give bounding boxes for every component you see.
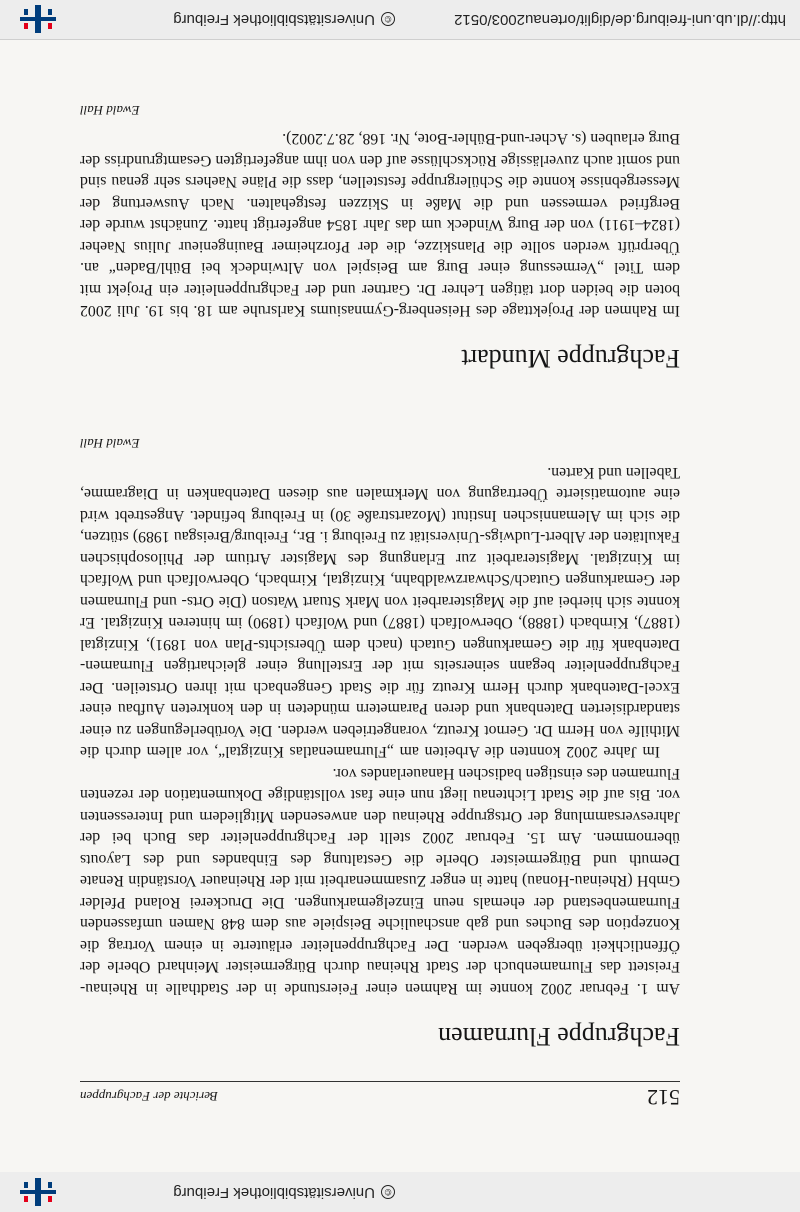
paragraph: Im Rahmen der Projekttage des Heisenberg-Gymnasiums Karlsruhe am 18. bis 19. Juli 2002 boten die beiden dort tätigen Lehrer Dr. Gartner und der Fachgruppenleiter ein Projekt mit dem Titel „Vermessung einer Burg am Beispiel von Altwindeck bei Bühl/Baden“ an. Überprüft werden sollte die Planskizze, die der Pforzheimer Bauingenieur Julius Naeher (1824–1911) von der Burg Windeck um das Jahr 1854 angefertigt hatte. Zunächst wurde der Bergfried vermessen und die Maße in Skizzen festgehalten. Nach Auswertung der Messergebnisse konnte die Schülergruppe feststellen, dass die Pläne Naehers sehr genau sind und somit auch zuverlässige Rückschlüsse auf den von ihm angefertigten Gesamtgrundriss der Burg erlauben (s. Acher-und-Bühler-Bote, Nr. 168, 28.7.2002). <box>80 130 680 320</box>
page-header <box>80 1081 680 1112</box>
paragraph: Am 1. Februar 2002 konnte im Rahmen einer Feierstunde in der Stadthalle in Rheinau-Freistett das Flurnamenbuch der Stadt Rheinau durch Bürgermeister Meinhard Oberle der Öffentlichkeit übergeben werden. Der Fachgruppenleiter erläuterte in einem Vortrag die Konzeption des Buches und gab anschauliche Beispiele aus dem 848 Namen umfassenden Flurnamenbestand der ehemals neun Einzelgemarkungen. Die Druckerei Roland Pfelder GmbH (Rheinau-Honau) hatte in enger Zusammenarbeit mit der Rheinauer Vorständin Renate Demuth und Bürgermeister Oberle die Gestaltung des Einbandes und des Layouts übernommen. Am 15. Februar 2002 stellt der Fachgruppenleiter das Buch bei der Jahresversammlung der Ortsgruppe Rheinau den anwesenden Mitgliedern und Interessenten vor. Bis auf die Stadt Lichtenau liegt nun eine fast vollständige Dokumentation der rezenten Flurnamen des einstigen badischen Hanauerlandes vor. <box>80 765 680 997</box>
library-name: Universitätsbibliothek Freiburg <box>173 1184 375 1201</box>
author-signature: Ewald Hall <box>80 103 140 118</box>
viewer-header-bar <box>0 1171 800 1212</box>
copyright-icon: © <box>381 12 395 26</box>
page-content <box>80 76 680 1112</box>
author-signature: Ewald Hall <box>80 436 140 452</box>
section-heading-flurnamen: Fachgruppe Flurnamen <box>438 1022 680 1051</box>
section-heading-mundart: Fachgruppe Mundart <box>461 344 680 374</box>
library-credit <box>173 1184 395 1201</box>
library-name: Universitätsbibliothek Freiburg <box>173 11 375 28</box>
paragraph: Im Jahre 2002 konnten die Arbeiten am „Flurnamenatlas Kinzigtal“, vor allem durch die Mithilfe von Herrn Dr. Gernot Kreutz, vorangetrieben werden. Die Vorüberlegungen zu einer standardisierten Datenbank und deren Parametern mündeten in den konkreten Aufbau einer Excel-Datenbank durch Herrn Kreutz für die Stadt Gengenbach mit ihren Ortsteilen. Der Fachgruppenleiter begann seinerseits mit der Erstellung einer gleichartigen Flurnamen-Datenbank für die Gemarkungen Gutach (nach dem Übersichts-Plan von 1891), Kinzigtal (1887), Kirnbach (1888), Oberwolfach (1887) und Wolfach (1890) im hinteren Kinzigtal. Er konnte sich hierbei auf die Magisterarbeit von Mark Stuart Watson (Die Orts- und Flurnamen der Gemarkungen Gutach/Schwarzwaldbahn, Kinzigtal, Kirnbach, Oberwolfach und Wolfach im Kinzigtal. Magisterarbeit zur Erlangung des Magister Artium der Philosophischen Fakultäten der Albert-Ludwigs-Universität zu Freiburg i. Br., Freiburg/Breisgau 1989) stützen, die sich im Alemannischen Institut (Mozartstraße 30) in Freiburg befindet. Angestrebt wird eine automatisierte Übertragung von Merkmalen aus diesen Datenbanken in Diagramme, Tabellen und Karten. <box>80 464 680 761</box>
page-url: http://dl.ub.uni-freiburg.de/diglit/ortenau2003/0512 <box>454 11 786 28</box>
library-credit <box>173 11 395 28</box>
ub-freiburg-logo-icon <box>14 5 62 33</box>
ub-freiburg-logo-icon <box>14 1178 62 1206</box>
viewer-footer-bar <box>0 0 800 40</box>
page-number: 512 <box>647 1085 680 1110</box>
scanned-page <box>0 40 800 1172</box>
running-head: Berichte der Fachgruppen <box>80 1089 218 1104</box>
copyright-icon: © <box>381 1185 395 1199</box>
